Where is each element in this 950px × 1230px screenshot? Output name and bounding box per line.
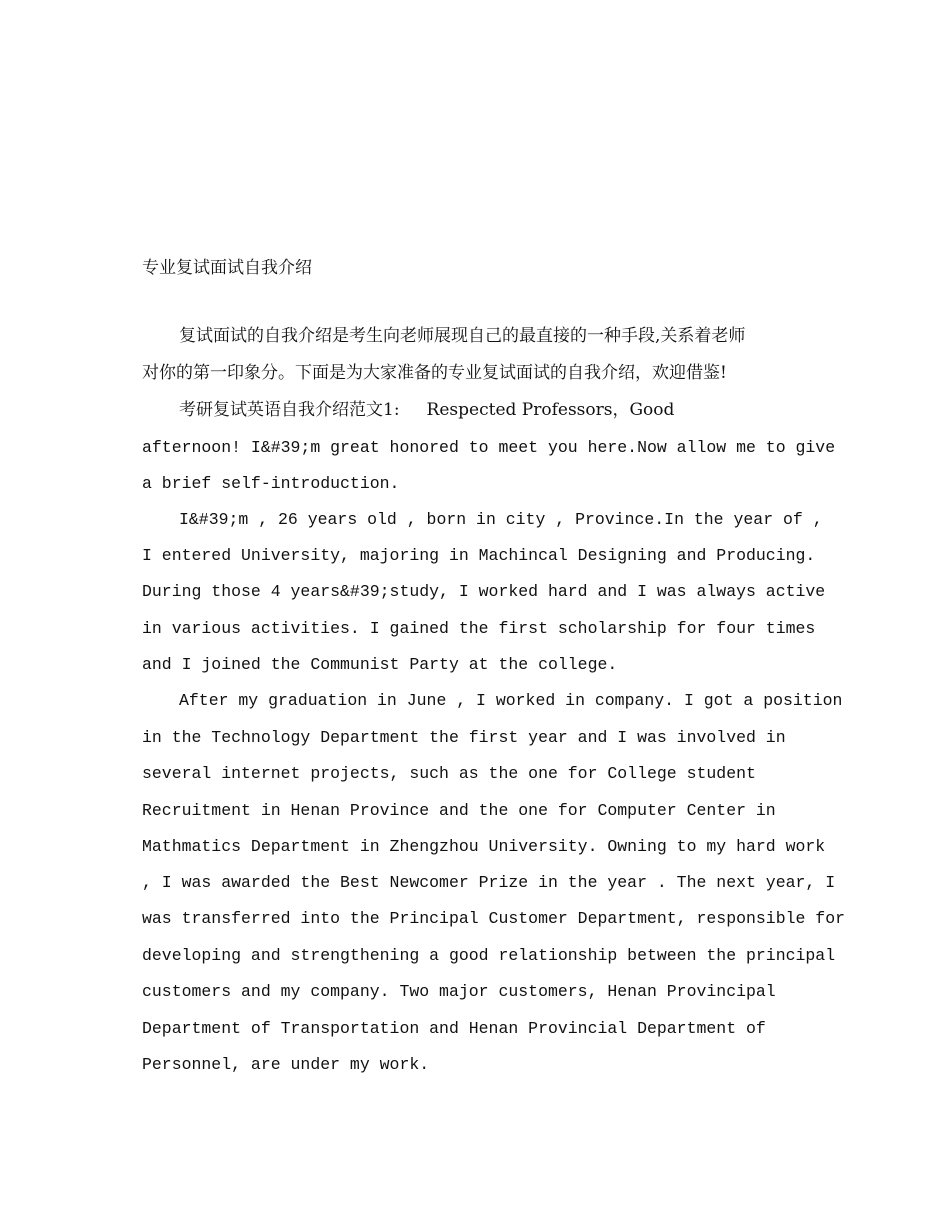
paragraph-line: was transferred into the Principal Customer Department, responsible for — [142, 909, 846, 928]
paragraph-line: customers and my company. Two major customers, Henan Provincipal — [142, 982, 776, 1001]
paragraph-line: Personnel, are under my work. — [142, 1055, 430, 1074]
paragraph-line: Recruitment in Henan Province and the one for Computer Center in — [142, 801, 776, 820]
paragraph-line: in the Technology Department the first year and I was involved in — [142, 728, 786, 747]
paragraph-line: and I joined the Communist Party at the college. — [142, 655, 618, 674]
paragraph-line: 复试面试的自我介绍是考生向老师展现自己的最直接的一种手段,关系着老师 — [179, 326, 746, 346]
document-title: 专业复试面试自我介绍 — [142, 258, 312, 278]
paragraph-line: several internet projects, such as the one for College student — [142, 764, 756, 783]
paragraph-line: afternoon! I&#39;m great honored to meet you here.Now allow me to give — [142, 438, 836, 457]
paragraph-line: a brief self-introduction. — [142, 474, 400, 493]
paragraph-line: Department of Transportation and Henan Provincial Department of — [142, 1019, 766, 1038]
paragraph-line: in various activities. I gained the first scholarship for four times — [142, 619, 816, 638]
paragraph-line: Mathmatics Department in Zhengzhou University. Owning to my hard work — [142, 837, 826, 856]
paragraph-line: After my graduation in June , I worked in company. I got a position — [179, 691, 843, 710]
paragraph-line: , I was awarded the Best Newcomer Prize in the year . The next year, I — [142, 873, 836, 892]
paragraph-line: During those 4 years&#39;study, I worked hard and I was always active — [142, 582, 826, 601]
paragraph-line: developing and strengthening a good relationship between the principal — [142, 946, 836, 965]
paragraph-line: 考研复试英语自我介绍范文1: Respected Professors，Good — [179, 400, 675, 420]
paragraph-line: 对你的第一印象分。下面是为大家准备的专业复试面试的自我介绍，欢迎借鉴! — [142, 363, 727, 383]
paragraph-line: I&#39;m , 26 years old , born in city , Province.In the year of , — [179, 510, 823, 529]
paragraph-line: I entered University, majoring in Machincal Designing and Producing. — [142, 546, 816, 565]
